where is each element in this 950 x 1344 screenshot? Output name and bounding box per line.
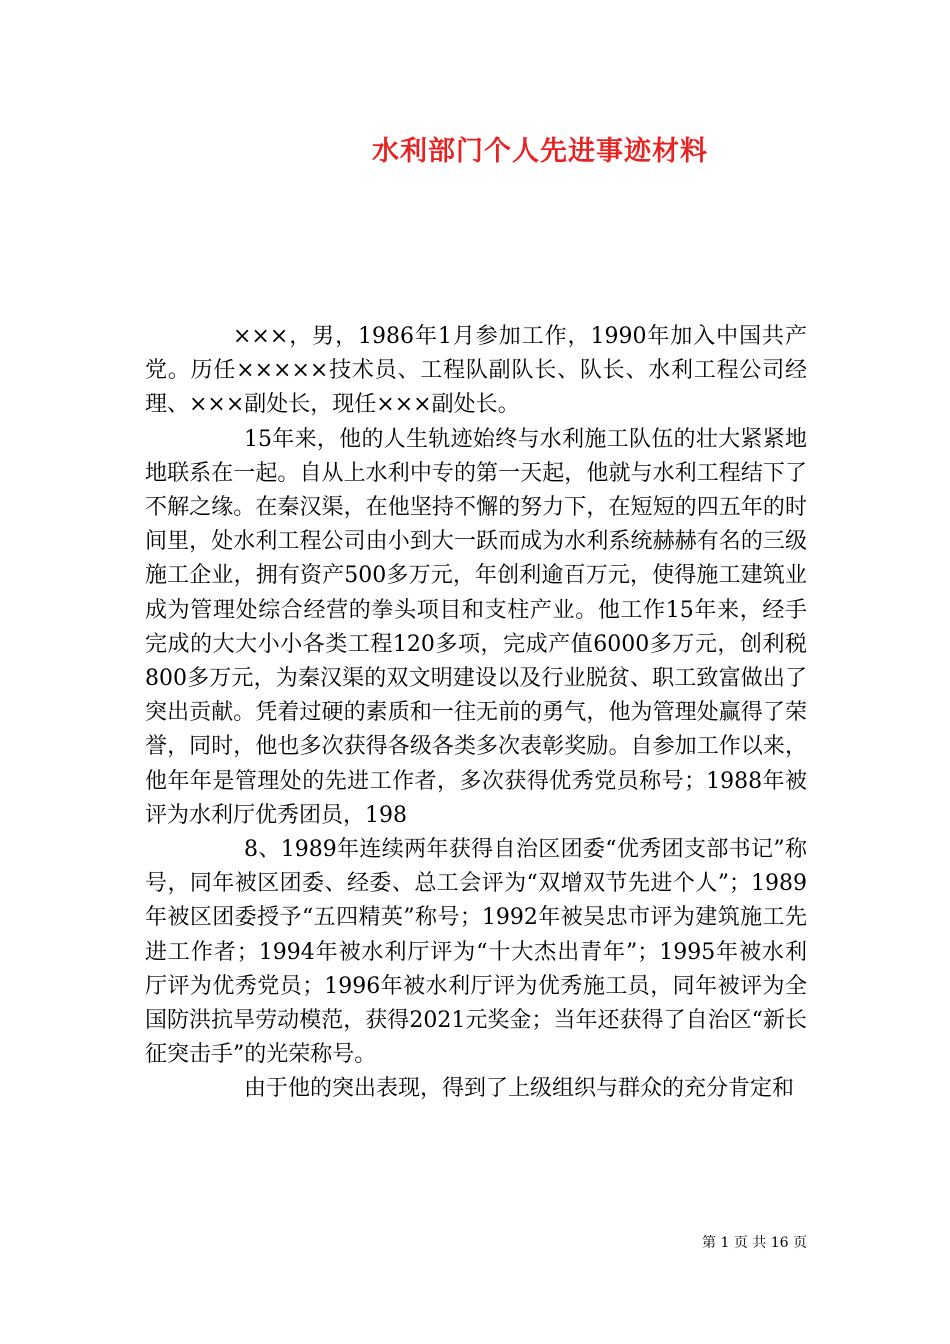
document-title: 水利部门个人先进事迹材料 <box>372 136 708 167</box>
paragraph-3: 8、1989年连续两年获得自治区团委“优秀团支部书记”称号，同年被区团委、经委、总工会评为“双增双节先进个人”；1989年被区团委授予“五四精英”称号；1992年被吴忠市评为建筑施工先进工作者；1994年被水利厅评为“十大杰出青年”；1995年被水利厅评为优秀党员；1996年被水利厅评为优秀施工员，同年被评为全国防洪抗旱劳动模范，获得2021元奖金；当年还获得了自治区“新长征突击手”的光荣称号。 <box>145 837 808 1068</box>
paragraph-4: 由于他的突出表现，得到了上级组织与群众的充分肯定和 <box>244 1076 795 1102</box>
paragraph-1: ×××，男，1986年1月参加工作，1990年加入中国共产党。历任×××××技术员、工程队副队长、队长、水利工程公司经理、×××副处长，现任×××副处长。 <box>145 324 807 418</box>
document-body <box>145 320 807 1107</box>
paragraph-2: 15年来，他的人生轨迹始终与水利施工队伍的壮大紧紧地地联系在一起。自从上水利中专的第一天起，他就与水利工程结下了不解之缘。在秦汉渠，在他坚持不懈的努力下，在短短的四五年的时间里，处水利工程公司由小到大一跃而成为水利系统赫赫有名的三级施工企业，拥有资产500多万元，年创利逾百万元，使得施工建筑业成为管理处综合经营的拳头项目和支柱产业。他工作15年来，经手完成的大大小小各类工程120多项，完成产值6000多万元，创利税800多万元，为秦汉渠的双文明建设以及行业脱贫、职工致富做出了突出贡献。凭着过硬的素质和一往无前的勇气，他为管理处赢得了荣誉，同时，他也多次获得各级各类多次表彰奖励。自参加工作以来，他年年是管理处的先进工作者，多次获得优秀党员称号；1988年被评为水利厅优秀团员，198 <box>145 426 807 828</box>
page-number-footer: 第 1 页 共 16 页 <box>702 1235 807 1251</box>
